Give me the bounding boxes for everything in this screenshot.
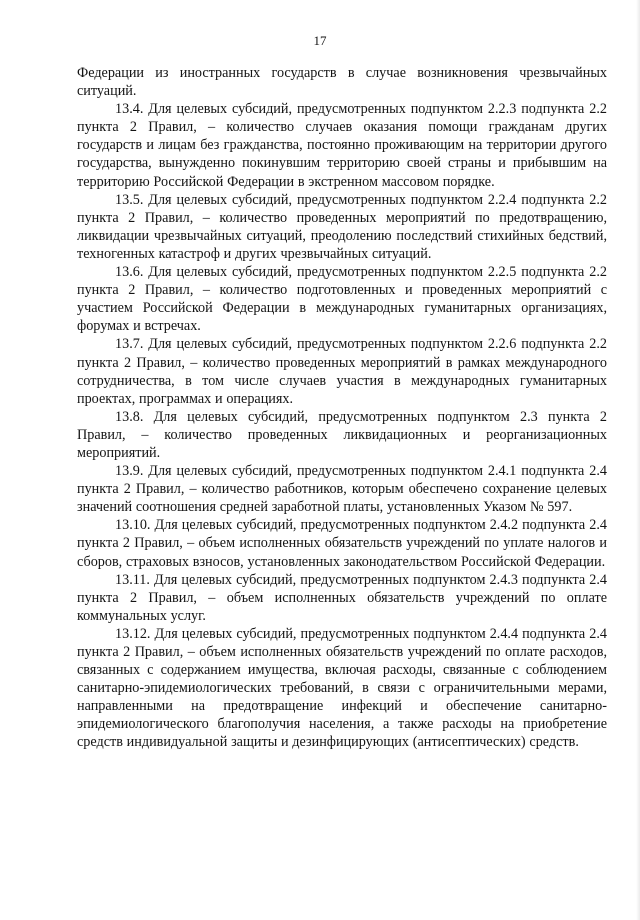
paragraph-13-8: 13.8. Для целевых субсидий, предусмотренных подпунктом 2.3 пункта 2 Правил, – количество проведенных ликвидационных и реорганизационных мероприятий. [77,408,607,461]
document-body [77,64,607,752]
paragraph-13-7: 13.7. Для целевых субсидий, предусмотренных подпунктом 2.2.6 подпункта 2.2 пункта 2 Правил, – количество проведенных мероприятий в рамках международного сотрудничества, в том числе случаев участия в международных гуманитарных проектах, программах и операциях. [77,336,607,407]
paragraph-13-5: 13.5. Для целевых субсидий, предусмотренных подпунктом 2.2.4 подпункта 2.2 пункта 2 Правил, – количество проведенных мероприятий по предотвращению, ликвидации чрезвычайных ситуаций, преодолению последствий стихийных бедствий, техногенных катастроф и других чрезвычайных ситуаций. [77,191,607,262]
paragraph-13-10: 13.10. Для целевых субсидий, предусмотренных подпунктом 2.4.2 подпункта 2.4 пункта 2 Правил, – объем исполненных обязательств учреждений по уплате налогов и сборов, страховых взносов, установленных законодательством Российской Федерации. [77,517,607,570]
paragraph-13-11: 13.11. Для целевых субсидий, предусмотренных подпунктом 2.4.3 подпункта 2.4 пункта 2 Правил, – объем исполненных обязательств учреждений по оплате коммунальных услуг. [77,571,607,624]
page-number: 17 [313,33,327,48]
paragraph-13-4: 13.4. Для целевых субсидий, предусмотренных подпунктом 2.2.3 подпункта 2.2 пункта 2 Правил, – количество случаев оказания помощи гражданам других государств и лицам без гражданства, постоянно проживающим на территории другого государства, вынужденно покинувшим территорию своей страны и прибывшим на территорию Российской Федерации в экстренном массовом порядке. [77,101,607,190]
paragraph-continuation: Федерации из иностранных государств в случае возникновения чрезвычайных ситуаций. [77,65,607,100]
page-edge-shadow [636,0,640,920]
paragraph-13-9: 13.9. Для целевых субсидий, предусмотренных подпунктом 2.4.1 подпункта 2.4 пункта 2 Правил, – количество работников, которым обеспечено сохранение целевых значений соотношения средней заработной платы, установленных Указом № 597. [77,463,607,516]
paragraph-13-6: 13.6. Для целевых субсидий, предусмотренных подпунктом 2.2.5 подпункта 2.2 пункта 2 Правил, – количество подготовленных и проведенных мероприятий с участием Российской Федерации в международных гуманитарных организациях, форумах и встречах. [77,264,607,335]
paragraph-13-12: 13.12. Для целевых субсидий, предусмотренных подпунктом 2.4.4 подпункта 2.4 пункта 2 Правил, – объем исполненных обязательств учреждений по оплате расходов, связанных с содержанием имущества, включая расходы, связанные с соблюдением санитарно-эпидемиологических требований, в связи с ограничительными мерами, направленными на предотвращение инфекций и обеспечение санитарно-эпидемиологического благополучия населения, а также расходы на приобретение средств индивидуальной защиты и дезинфицирующих (антисептических) средств. [77,625,607,751]
